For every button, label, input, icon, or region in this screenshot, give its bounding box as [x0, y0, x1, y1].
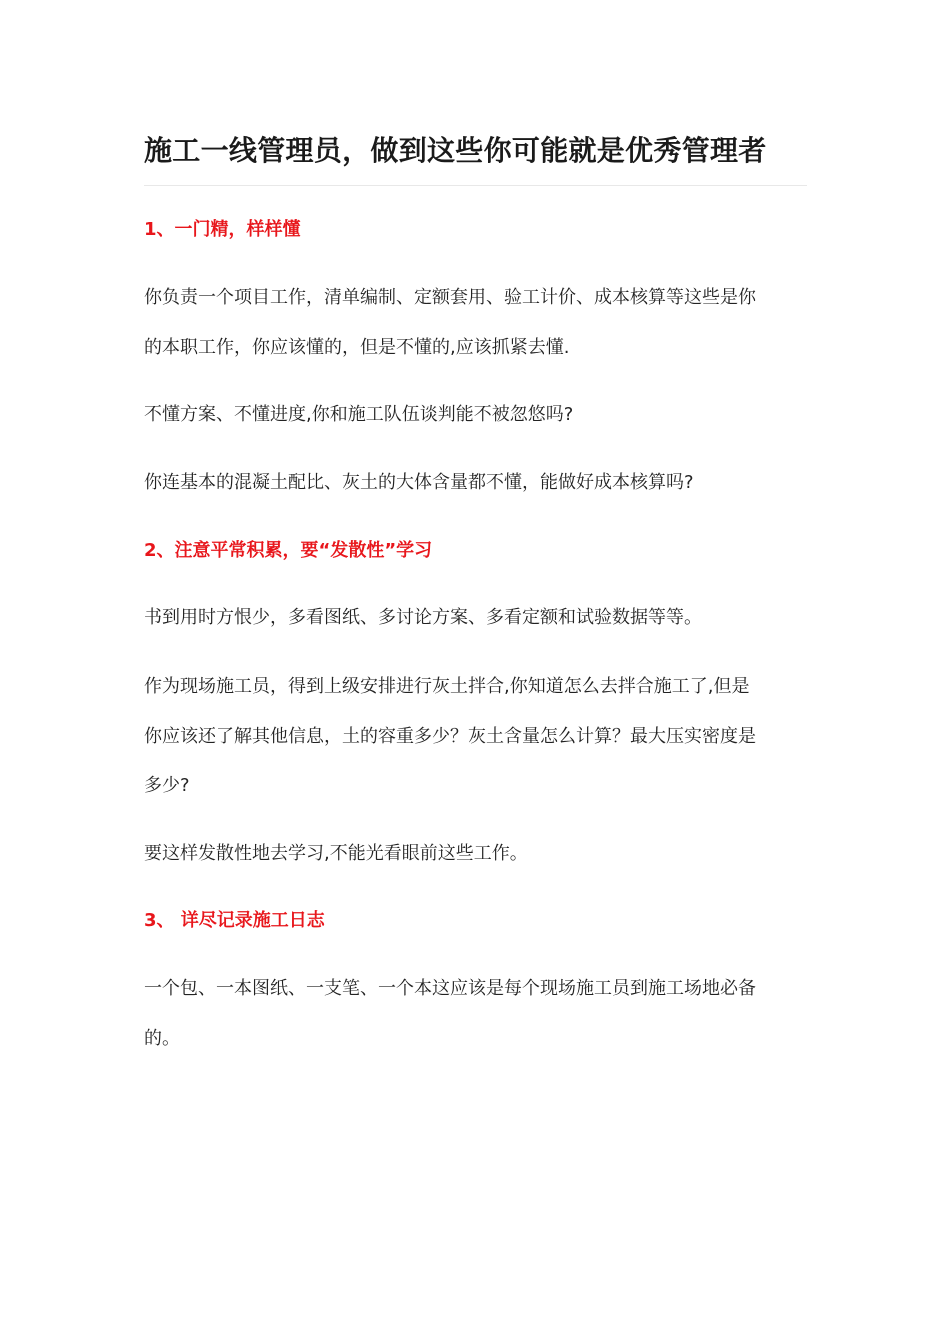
- section-heading-2: 2、注意平常积累，要“发散性”学习: [144, 540, 433, 561]
- paragraph-line: 一个包、一本图纸、一支笔、一个本这应该是每个现场施工员到施工场地必备: [144, 978, 756, 999]
- paragraph-line: 你应该还了解其他信息，土的容重多少？灰土含量怎么计算？最大压实密度是: [144, 725, 756, 747]
- section-1-paragraph-1: [144, 273, 807, 372]
- section-3-paragraph-1: [144, 964, 807, 1063]
- paragraph-line: 你负责一个项目工作，清单编制、定额套用、验工计价、成本核算等这些是你: [144, 287, 756, 308]
- paragraph-line: 书到用时方恨少，多看图纸、多讨论方案、多看定额和试验数据等等。: [144, 607, 702, 628]
- section-heading-1: 1、一门精，样样懂: [144, 219, 301, 240]
- paragraph-line: 的本职工作，你应该懂的，但是不懂的,应该抓紧去懂.: [144, 336, 570, 358]
- title-divider: [144, 185, 807, 186]
- paragraph-line: 的。: [144, 1027, 180, 1049]
- section-1-paragraph-3: [144, 458, 807, 508]
- paragraph-line: 要这样发散性地去学习,不能光看眼前这些工作。: [144, 843, 528, 864]
- paragraph-line: 你连基本的混凝土配比、灰土的大体含量都不懂，能做好成本核算吗?: [144, 472, 694, 493]
- paragraph-line: 作为现场施工员，得到上级安排进行灰土拌合,你知道怎么去拌合施工了,但是: [144, 676, 750, 697]
- section-2-paragraph-2: [144, 662, 807, 811]
- article-title: 施工一线管理员，做到这些你可能就是优秀管理者: [144, 134, 767, 167]
- section-heading-3: 3、 详尽记录施工日志: [144, 910, 325, 931]
- paragraph-line: 不懂方案、不懂进度,你和施工队伍谈判能不被忽悠吗?: [144, 404, 574, 425]
- section-2-paragraph-3: [144, 829, 807, 879]
- section-1-paragraph-2: [144, 390, 807, 440]
- paragraph-line: 多少?: [144, 775, 190, 796]
- section-2-paragraph-1: [144, 593, 807, 643]
